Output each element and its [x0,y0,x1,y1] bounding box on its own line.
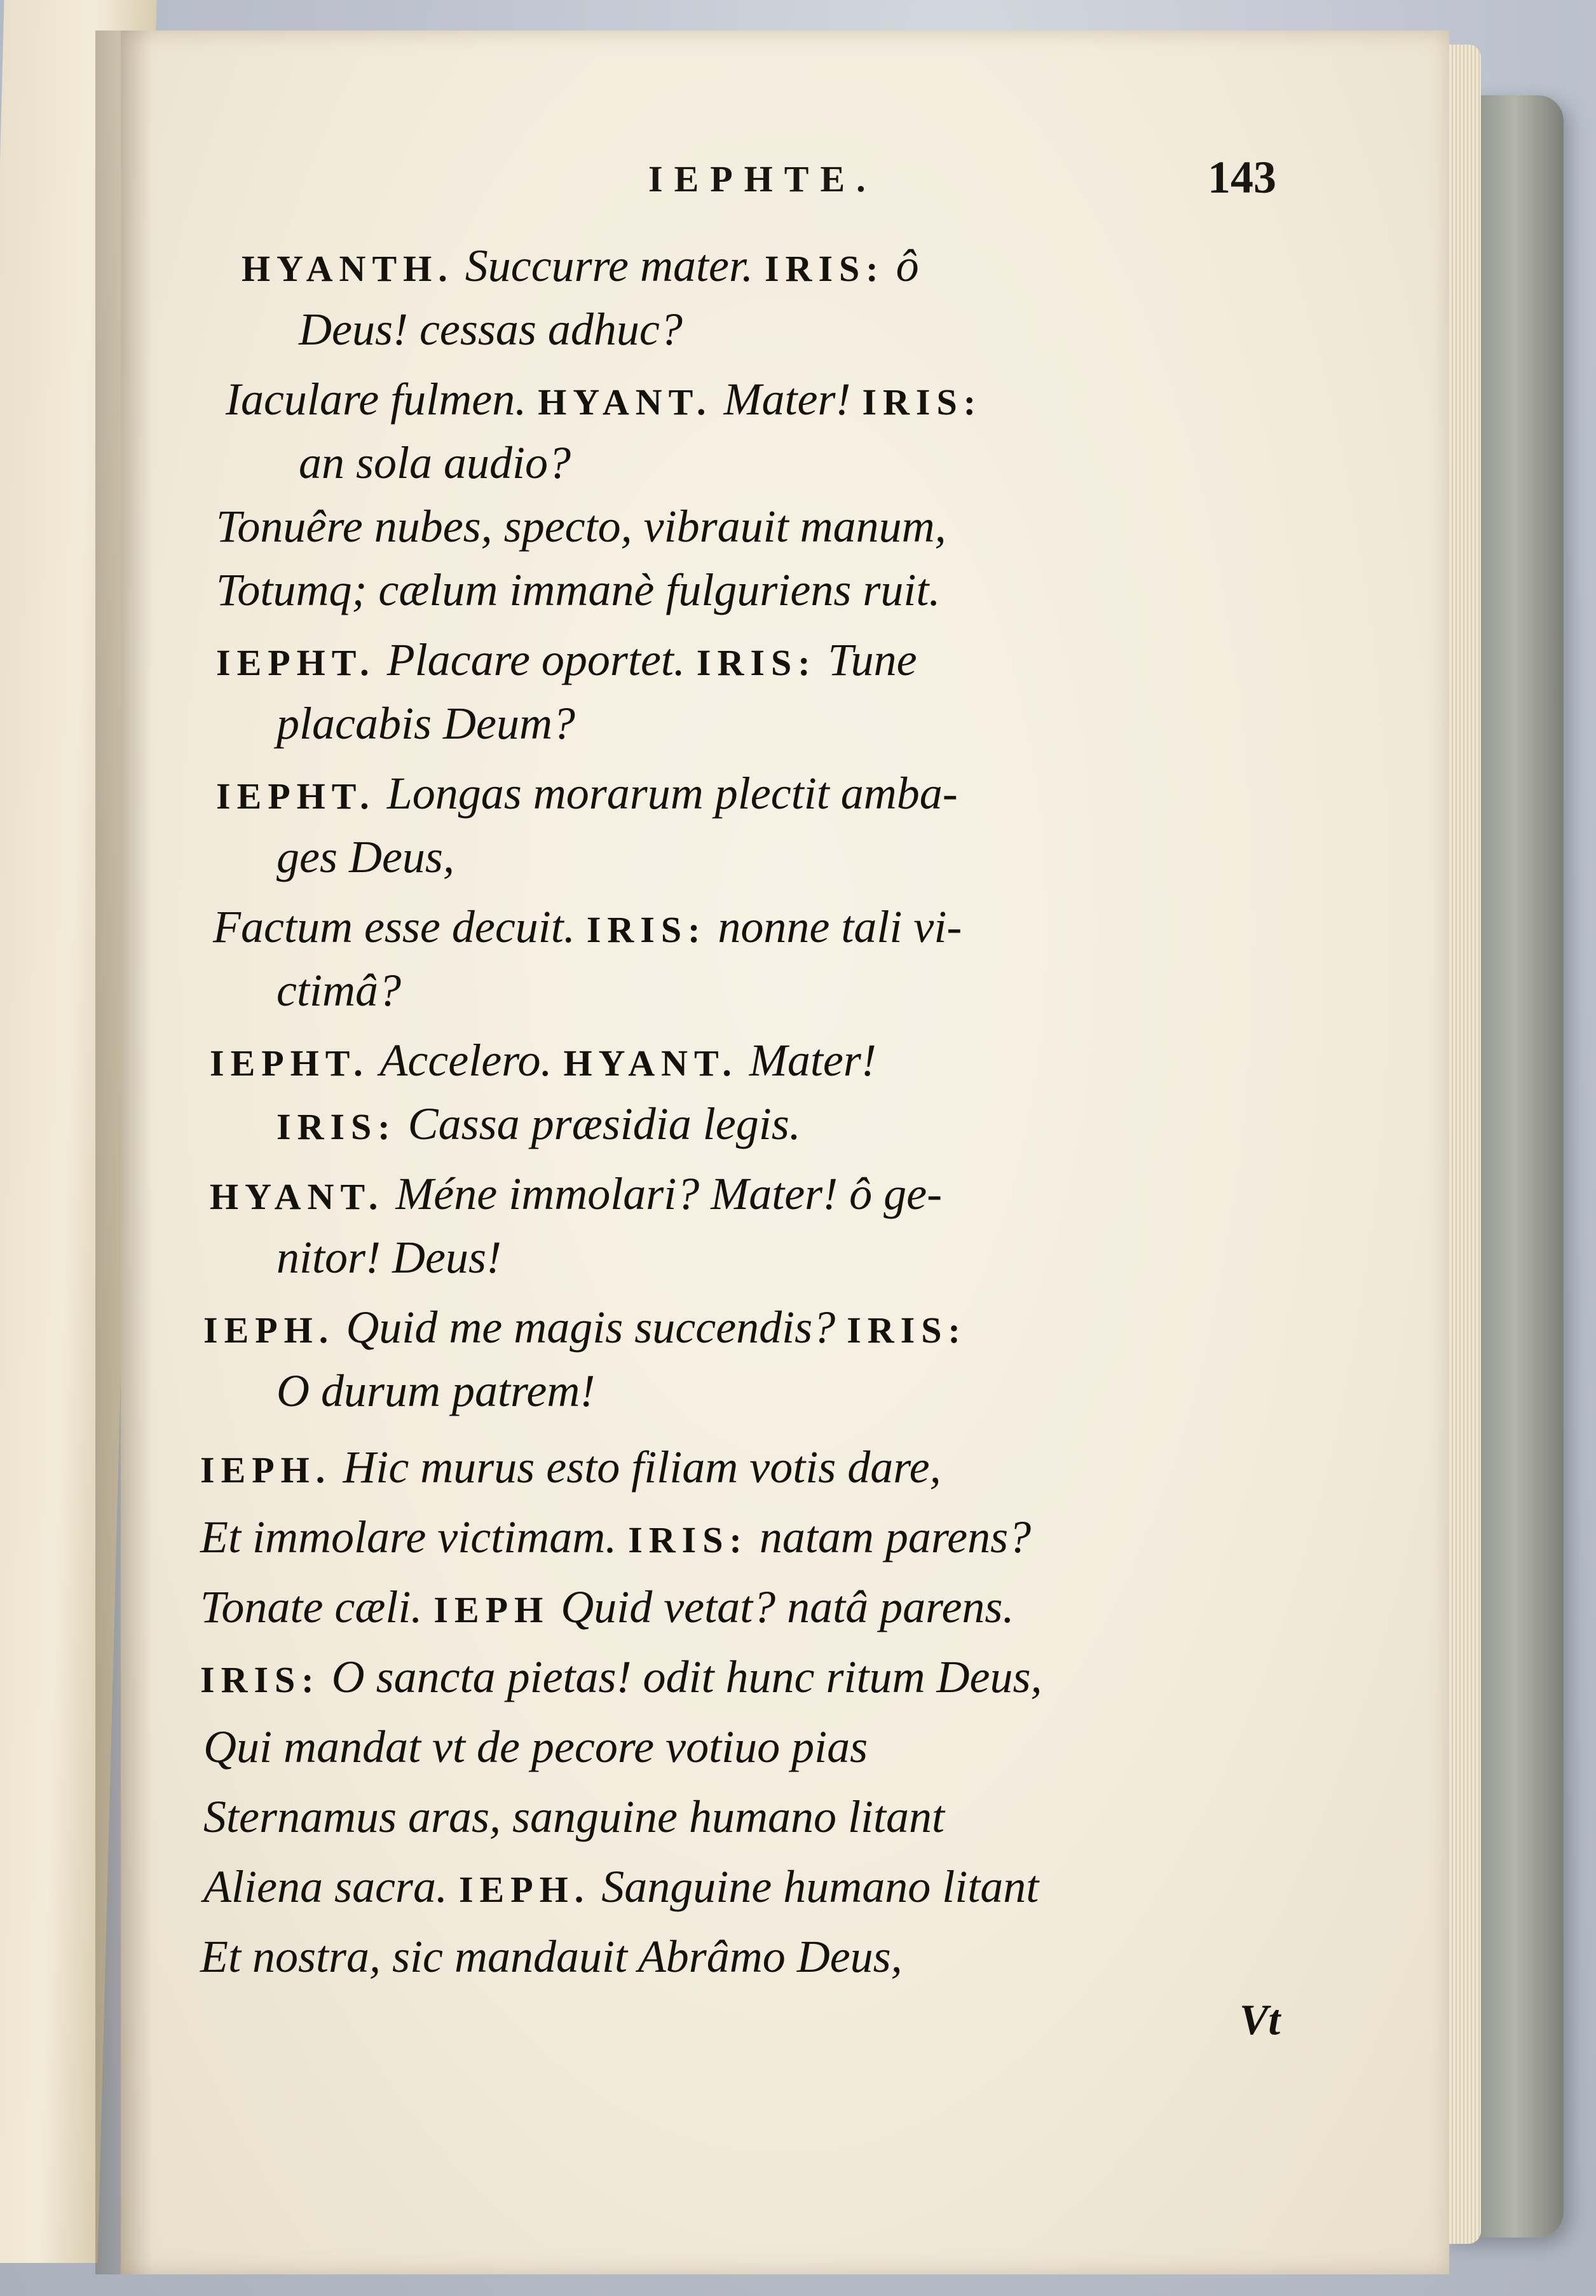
verse-text: O sancta pietas! odit hunc ritum Deus, [320,1651,1042,1702]
text-line [210,1162,942,1229]
speaker-name: HYANT. [210,1176,385,1217]
verse-text: Et nostra, sic mandauit Abrâmo Deus, [200,1931,903,1982]
speaker-name: IRIS: [847,1309,967,1351]
verse-text: Cassa præsidia legis. [396,1098,801,1149]
text-line [200,1925,903,1988]
text-line [226,367,982,434]
catchword: Vt [1239,1995,1281,2044]
verse-text: Quid vetat? natâ parens. [549,1582,1014,1632]
speaker-name: HYANTH. [242,248,454,289]
text-line [200,1575,1014,1642]
verse-text: placabis Deum? [276,698,575,749]
page-header [121,152,1449,221]
verse-text: Sternamus aras, sanguine humano litant [203,1791,945,1842]
text-line [299,297,683,361]
verse-text: Mater! [712,374,863,425]
verse-text: Quid me magis succendis? [334,1302,847,1353]
speaker-name: IRIS: [862,381,983,423]
speaker-name: HYANT. [538,381,713,423]
speaker-name: IRIS: [200,1659,320,1700]
text-line [213,895,962,962]
text-line [242,234,919,301]
verse-text: Accelero. [369,1035,564,1086]
text-line [276,825,454,889]
verse-text: Deus! cessas adhuc? [299,304,683,355]
verse-text: Factum esse decuit. [213,901,587,952]
text-line [299,431,571,495]
text-line [216,628,917,695]
verse-text: ô [884,240,919,291]
verse-text: Totumq; cælum immanè fulguriens ruit. [216,564,941,615]
text-line [276,959,401,1022]
text-line [200,1435,941,1502]
text-line [276,1226,501,1289]
verse-text: Succurre mater. [453,240,765,291]
speaker-name: IRIS: [586,909,707,950]
verse-text: Longas morarum plectit amba- [375,768,958,819]
verse-text: Tonuêre nubes, specto, vibrauit manum, [216,501,946,552]
verse-text: Qui mandat vt de pecore votiuo pias [203,1721,868,1772]
speaker-name: IEPHT. [210,1042,369,1084]
text-line [200,1505,1031,1572]
text-line [203,1295,967,1362]
text-line [276,692,575,755]
running-title: IEPHTE. [648,158,877,200]
verse-text: nitor! Deus! [276,1232,501,1283]
text-line [216,762,958,828]
book-page [121,31,1449,2274]
verse-text: Sanguine humano litant [590,1861,1039,1912]
text-line [276,1092,801,1159]
text-line [203,1785,945,1848]
speaker-name: IRIS: [696,642,817,683]
verse-text: an sola audio? [299,437,571,488]
verse-text: Iaculare fulmen. [226,374,538,425]
speaker-name: IEPH [433,1589,550,1630]
verse-text: Hic murus esto filiam votis dare, [331,1442,941,1493]
verse-text: Méne immolari? Mater! ô ge- [384,1168,943,1219]
text-line [200,1645,1042,1712]
speaker-name: IRIS: [628,1519,748,1561]
page-number: 143 [1208,152,1276,203]
speaker-name: HYANT. [563,1042,738,1084]
page-gutter-shadow [95,31,153,2274]
speaker-name: IEPH. [200,1449,332,1491]
verse-text: Et immolare victimam. [200,1512,629,1562]
text-line [203,1715,868,1779]
verse-text: ctimâ? [276,965,401,1016]
verse-text: O durum patrem! [276,1365,596,1416]
verse-text: nonne tali vi- [706,901,962,952]
text-line [276,1359,595,1423]
verse-text: Mater! [737,1035,876,1086]
verse-text: natam parens? [747,1512,1032,1562]
speaker-name: IEPH. [458,1869,590,1910]
text-line [216,495,946,558]
speaker-name: IEPHT. [216,776,376,817]
verse-text: Aliena sacra. [203,1861,459,1912]
speaker-name: IEPH. [203,1309,335,1351]
text-line [210,1028,876,1095]
speaker-name: IEPHT. [216,642,376,683]
speaker-name: IRIS: [764,248,885,289]
verse-text: Placare oportet. [375,634,697,685]
speaker-name: IRIS: [276,1106,397,1147]
text-line [216,558,940,622]
verse-text: Tonate cæli. [200,1582,434,1632]
verse-text: Tune [816,634,917,685]
verse-text: ges Deus, [276,831,454,882]
text-line [203,1855,1039,1922]
